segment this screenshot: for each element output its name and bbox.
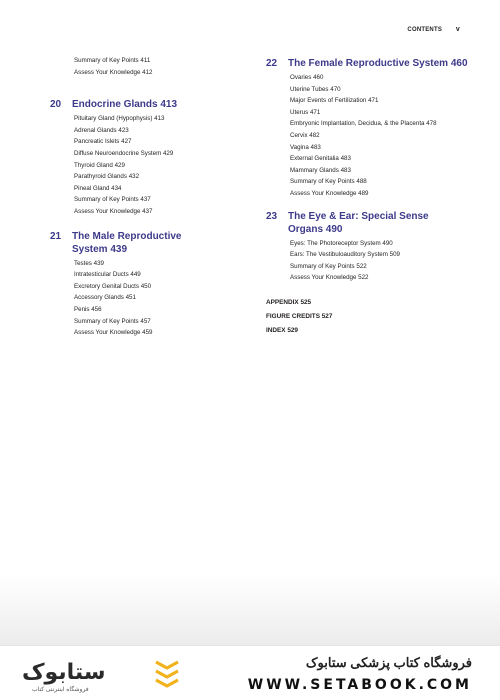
chapter-title: Endocrine Glands 413 xyxy=(72,99,178,111)
page-number: v xyxy=(455,26,460,33)
chapter-heading xyxy=(50,230,250,256)
toc-entry: Pancreatic Islets 427 xyxy=(74,138,132,146)
toc-entry: Accessory Glands 451 xyxy=(74,294,136,302)
chapter-heading xyxy=(266,210,481,236)
chapter-20 xyxy=(50,98,250,217)
chapter-heading xyxy=(266,57,481,70)
chapter-22 xyxy=(266,57,481,200)
toc-entry: Testes 439 xyxy=(74,259,104,267)
chapter-number: 23 xyxy=(266,210,278,222)
toc-entry: Ovaries 460 xyxy=(290,74,324,81)
chapter-entries xyxy=(266,238,481,284)
chapter-number: 20 xyxy=(50,99,62,111)
toc-entry: Uterus 471 xyxy=(290,108,321,116)
store-logo xyxy=(14,652,184,696)
toc-entry: Major Events of Fertilization 471 xyxy=(290,97,379,105)
running-head-title: CONTENTS xyxy=(407,27,443,33)
continued-entries xyxy=(50,55,250,78)
chapter-title: The Eye & Ear: Special Sense Organs 490 xyxy=(288,210,429,235)
chapter-title: The Male Reproductive System 439 xyxy=(72,230,182,255)
toc-entry: Embryonic Implantation, Decidua, & the Placenta 478 xyxy=(290,120,437,128)
toc-left-column xyxy=(50,55,250,339)
chapter-heading xyxy=(50,98,250,111)
chapter-entries xyxy=(50,113,250,217)
toc-entry: Thyroid Gland 429 xyxy=(74,161,125,169)
chapter-entries xyxy=(50,258,250,339)
toc-entry: Summary of Key Points 522 xyxy=(290,262,367,270)
back-matter xyxy=(266,296,481,339)
toc-entry: Cervix 482 xyxy=(290,131,320,139)
toc-entry: Mammary Glands 483 xyxy=(290,166,351,174)
running-head xyxy=(407,26,460,33)
toc-entry: Assess Your Knowledge 459 xyxy=(74,329,153,337)
logo-wordmark: ستابوک xyxy=(22,660,106,685)
toc-entry: Penis 456 xyxy=(74,305,102,313)
toc-entry: Ears: The Vestibuloauditory System 509 xyxy=(290,251,400,259)
toc-entry: Intratesticular Ducts 449 xyxy=(74,271,141,279)
toc-entry: Pituitary Gland (Hypophysis) 413 xyxy=(74,115,165,123)
store-name: فروشگاه کتاب پزشکی ستابوک xyxy=(305,655,472,670)
toc-entry: Pineal Gland 434 xyxy=(74,184,122,192)
chapter-number: 21 xyxy=(50,230,62,242)
toc-entry: Eyes: The Photoreceptor System 490 xyxy=(290,239,393,247)
book-stack-icon xyxy=(154,656,180,690)
page-bottom-shadow xyxy=(0,575,500,645)
toc-entry: Excretory Genital Ducts 450 xyxy=(74,282,152,290)
chapter-entries xyxy=(266,72,481,200)
chapter-23 xyxy=(266,210,481,284)
toc-entry: Adrenal Glands 423 xyxy=(74,126,129,134)
toc-entry: External Genitalia 483 xyxy=(290,155,351,163)
logo-tagline: فروشگاه اینترنتی کتاب xyxy=(32,687,89,693)
toc-entry: Summary of Key Points 488 xyxy=(290,178,367,186)
toc-entry: Assess Your Knowledge 522 xyxy=(290,274,369,282)
chapter-title: The Female Reproductive System 460 xyxy=(288,58,468,69)
back-matter-item: FIGURE CREDITS 527 xyxy=(266,313,333,321)
toc-entry: Diffuse Neuroendocrine System 429 xyxy=(74,149,174,157)
store-url[interactable]: WWW.SETABOOK.COM xyxy=(247,677,472,693)
toc-right-column xyxy=(266,55,481,339)
back-matter-item: INDEX 529 xyxy=(266,327,298,335)
toc-entry: Vagina 483 xyxy=(290,143,321,151)
chapter-number: 22 xyxy=(266,58,278,69)
toc-entry: Summary of Key Points 411 xyxy=(74,57,151,64)
toc-entry: Summary of Key Points 457 xyxy=(74,317,151,325)
toc-entry: Assess Your Knowledge 489 xyxy=(290,189,369,197)
toc-entry: Summary of Key Points 437 xyxy=(74,196,151,204)
toc-entry: Parathyroid Glands 432 xyxy=(74,173,140,181)
back-matter-item: APPENDIX 525 xyxy=(266,298,312,306)
toc-entry: Uterine Tubes 470 xyxy=(290,85,341,93)
toc-entry: Assess Your Knowledge 437 xyxy=(74,207,153,215)
toc-entry: Assess Your Knowledge 412 xyxy=(74,68,153,76)
watermark-footer xyxy=(0,645,500,700)
chapter-21 xyxy=(50,230,250,339)
